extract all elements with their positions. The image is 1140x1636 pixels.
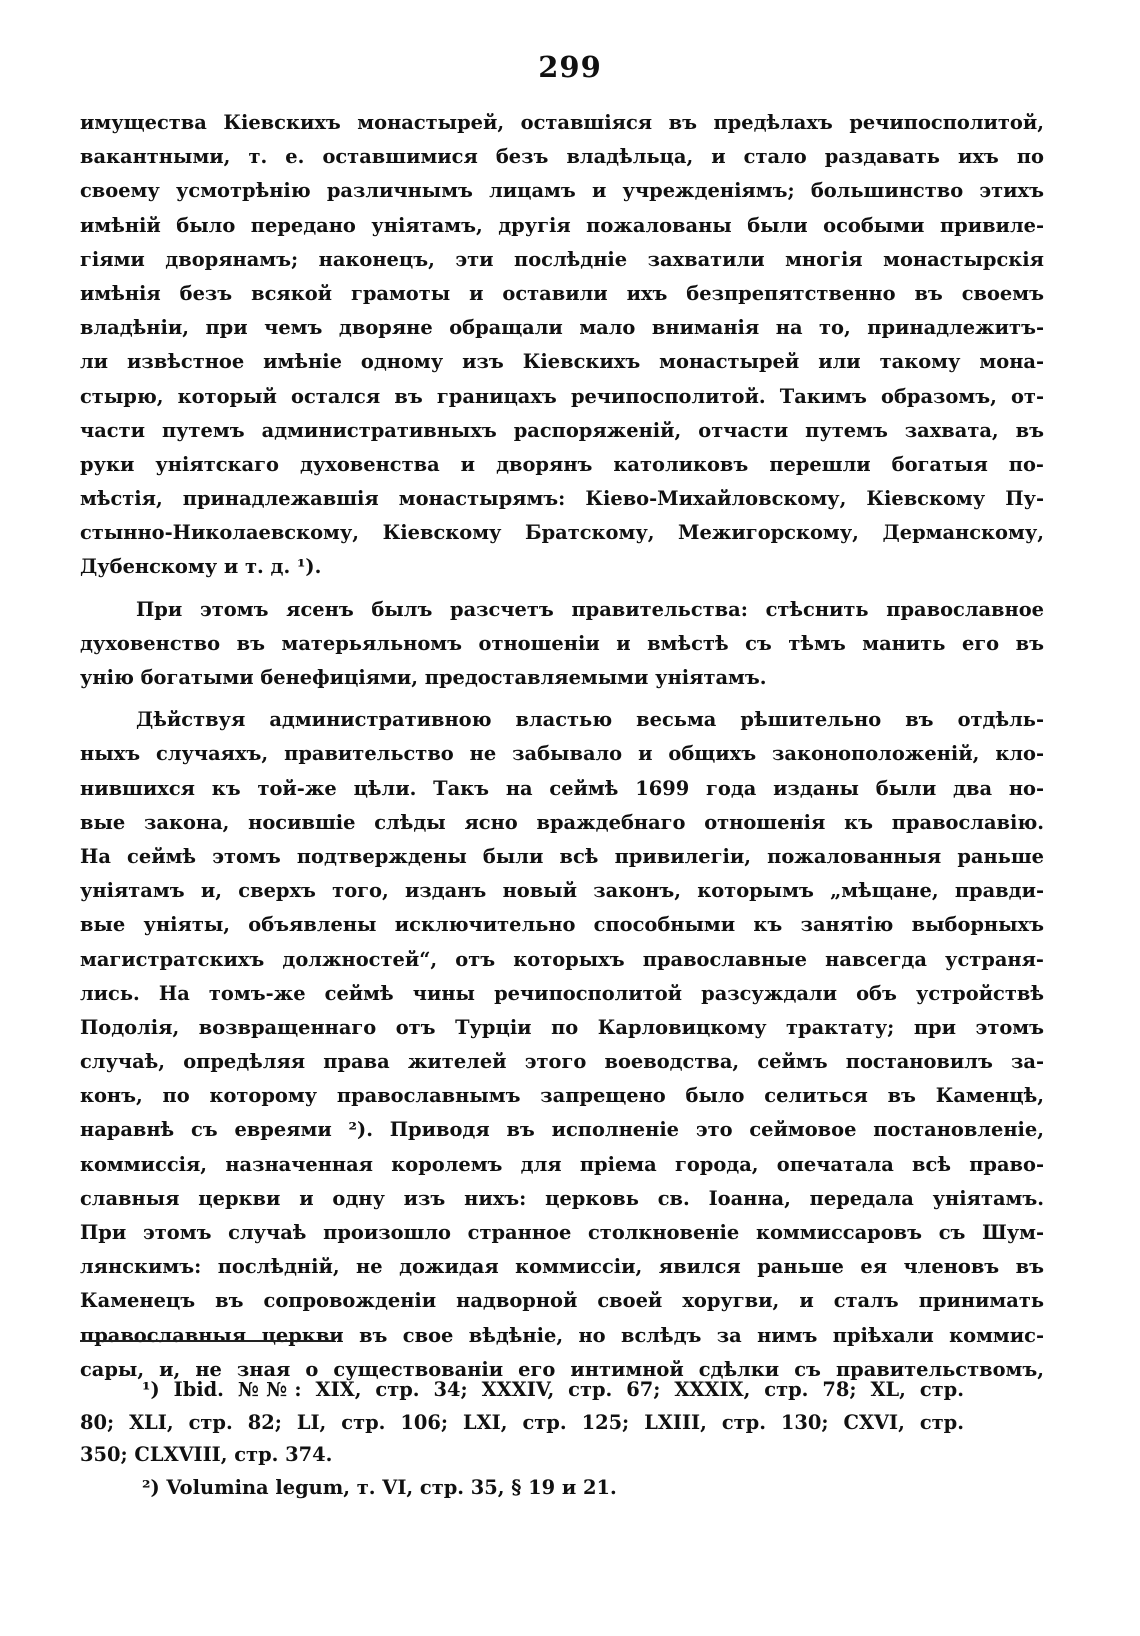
text-line: На сеймѣ этомъ подтверждены были всѣ привилегіи, пожалованныя раньше (80, 844, 1044, 868)
text-line: унію богатыми бенефиціями, предоставляемыми уніятамъ. (80, 666, 767, 689)
footnote-line: ²) Volumina legum, т. VI, стр. 35, § 19 и 21. (142, 1475, 617, 1499)
text-line: имѣнія безъ всякой грамоты и оставили ихъ безпрепятственно въ своемъ (80, 281, 1044, 305)
footnote-line: 350; CLXVIII, стр. 374. (80, 1443, 333, 1466)
text-line: имущества Кіевскихъ монастырей, оставшіяся въ предѣлахъ речипосполитой, (80, 111, 1044, 134)
paragraph-gap (80, 695, 1044, 703)
paragraph (80, 593, 1044, 696)
footnotes (80, 1374, 964, 1504)
footnote-divider (80, 1340, 332, 1342)
text-line: славныя церкви и одну изъ нихъ: церковь св. Іоанна, передала уніятамъ. (80, 1186, 1044, 1210)
footnote-2 (80, 1472, 964, 1505)
text-line: Дубенскому и т. д. ¹). (80, 555, 322, 579)
paragraph (80, 703, 1044, 1387)
text-line: нившихся къ той-же цѣли. Такъ на сеймѣ 1699 года изданы были два но- (80, 776, 1044, 800)
text-line: вые уніяты, объявлены исключительно способными къ занятію выборныхъ (80, 913, 1044, 937)
text-line: мѣстія, принадлежавшія монастырямъ: Кіево-Михайловскому, Кіевскому Пу- (80, 487, 1044, 511)
text-line: При этомъ ясенъ былъ разсчетъ правительства: стѣснить православное (136, 597, 1044, 621)
text-line: ныхъ случаяхъ, правительство не забывало и общихъ законоположеній, кло- (80, 742, 1044, 766)
text-line: магистратскихъ должностей“, отъ которыхъ православные навсегда устраня- (80, 947, 1044, 971)
text-line: вые закона, носившіе слѣды ясно враждебнаго отношенія къ православію. (80, 810, 1044, 834)
text-line: лись. На томъ-же сеймѣ чины речипосполитой разсуждали объ устройствѣ (80, 981, 1044, 1005)
page-number: 299 (538, 50, 602, 84)
text-line: Каменецъ въ сопровожденіи надворной своей хоругви, и сталъ принимать (80, 1289, 1044, 1313)
footnote-line: 80; XLI, стр. 82; LI, стр. 106; LXI, стр. 125; LXIII, стр. 130; CXVI, стр. (80, 1410, 964, 1434)
text-line: стынно-Николаевскому, Кіевскому Братскому, Межигорскому, Дерманскому, (80, 521, 1044, 545)
text-line: гіями дворянамъ; наконецъ, эти послѣдніе захватили многія монастырскія (80, 247, 1044, 271)
text-line: конъ, по которому православнымъ запрещено было селиться въ Каменцѣ, (80, 1084, 1044, 1108)
text-line: ли извѣстное имѣніе одному изъ Кіевскихъ монастырей или такому мона- (80, 350, 1044, 374)
text-line: руки уніятскаго духовенства и дворянъ католиковъ перешли богатыя по- (80, 452, 1044, 476)
text-line: части путемъ административныхъ распоряженій, отчасти путемъ захвата, въ (80, 418, 1044, 442)
text-line: своему усмотрѣнію различнымъ лицамъ и учрежденіямъ; большинство этихъ (80, 179, 1044, 203)
text-line: Дѣйствуя административною властью весьма рѣшительно въ отдѣль- (136, 708, 1044, 732)
footnote-line: ¹) Ibid. №№: XIX, стр. 34; XXXIV, стр. 67; XXXIX, стр. 78; XL, стр. (142, 1378, 964, 1401)
text-line: случаѣ, опредѣляя права жителей этого воеводства, сеймъ постановилъ за- (80, 1050, 1044, 1074)
body-text (80, 106, 1044, 1387)
text-line: православныя церкви въ свое вѣдѣніе, но вслѣдъ за нимъ пріѣхали коммис- (80, 1323, 1044, 1347)
paragraph-gap (80, 585, 1044, 593)
text-line: стырю, который остался въ границахъ речипосполитой. Такимъ образомъ, от- (80, 384, 1044, 408)
text-line: При этомъ случаѣ произошло странное столкновеніе коммиссаровъ съ Шум- (80, 1221, 1044, 1244)
text-line: Подолія, возвращеннаго отъ Турціи по Карловицкому трактату; при этомъ (80, 1015, 1044, 1039)
paragraph (80, 106, 1044, 585)
text-line: вакантными, т. е. оставшимися безъ владѣльца, и стало раздавать ихъ по (80, 145, 1044, 169)
text-line: имѣній было передано уніятамъ, другія пожалованы были особыми привиле- (80, 213, 1044, 237)
text-line: владѣніи, при чемъ дворяне обращали мало вниманія на то, принадлежитъ- (80, 316, 1044, 340)
text-line: коммиссія, назначенная королемъ для пріема города, опечатала всѣ право- (80, 1152, 1044, 1176)
footnote-1 (80, 1374, 964, 1472)
text-line: лянскимъ: послѣдній, не дожидая коммиссіи, явился раньше ея членовъ въ (80, 1255, 1044, 1279)
text-line: духовенство въ матерьяльномъ отношеніи и вмѣстѣ съ тѣмъ манить его въ (80, 631, 1044, 655)
text-line: сары, и, не зная о существованіи его интимной сдѣлки съ правительствомъ, (80, 1357, 1044, 1381)
text-line: уніятамъ и, сверхъ того, изданъ новый законъ, которымъ „мѣщане, правди- (80, 879, 1044, 903)
text-line: наравнѣ съ евреями ²). Приводя въ исполненіе это сеймовое постановленіе, (80, 1118, 1044, 1142)
